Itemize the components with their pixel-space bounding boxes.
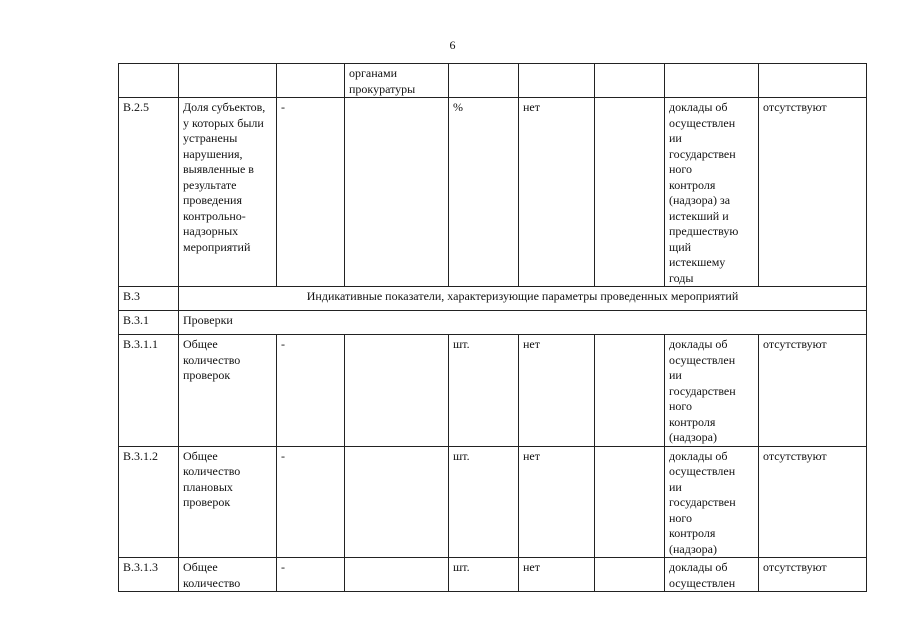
cell-col4 — [345, 446, 449, 558]
source-line: (надзора) — [669, 541, 717, 556]
table-row — [119, 558, 867, 592]
cell-dash: - — [277, 446, 345, 558]
cell-code: В.3.1 — [119, 311, 179, 335]
cell-name — [179, 64, 277, 98]
cell-code — [119, 64, 179, 98]
source-line: доклады об — [669, 100, 728, 114]
table-row — [119, 335, 867, 447]
source-line: (надзора) за — [669, 193, 731, 207]
cell-unit: шт. — [449, 558, 519, 592]
source-line: контроля — [669, 414, 716, 429]
cell-name: Общее количество проверок — [179, 335, 277, 447]
section-title: Индикативные показатели, характеризующие параметры проведенных мероприятий — [179, 287, 867, 311]
source-line: государствен — [669, 495, 736, 509]
source-line: осуществлен — [669, 115, 736, 130]
cell-dash: - — [277, 335, 345, 447]
table-row — [119, 98, 867, 287]
cell-source — [665, 446, 759, 558]
cell-col4: органами прокуратуры — [345, 64, 449, 98]
source-line: ии — [669, 368, 682, 382]
cell-code: В.2.5 — [119, 98, 179, 287]
source-line: доклады об — [669, 560, 728, 574]
cell-unit: % — [449, 98, 519, 287]
source-line: ного — [669, 510, 693, 525]
cell-col7 — [595, 98, 665, 287]
source-line: ного — [669, 399, 693, 413]
cell-note: отсутствуют — [759, 98, 867, 287]
source-line: государствен — [669, 146, 736, 161]
cell-col4 — [345, 335, 449, 447]
source-line: предшествую — [669, 224, 739, 238]
source-line: годы — [669, 270, 694, 285]
source-line: контроля — [669, 177, 716, 192]
cell-note: отсутствуют — [759, 558, 867, 592]
cell-unit: шт. — [449, 446, 519, 558]
cell-code: В.3.1.2 — [119, 446, 179, 558]
cell-source — [665, 335, 759, 447]
cell-code: В.3.1.3 — [119, 558, 179, 592]
page-number: 6 — [449, 38, 456, 52]
cell-col4 — [345, 558, 449, 592]
cell-note: отсутствуют — [759, 446, 867, 558]
cell-col7 — [595, 558, 665, 592]
cell-note: отсутствуют — [759, 335, 867, 447]
source-line: ного — [669, 162, 693, 176]
source-line: доклады об — [669, 337, 728, 351]
cell-unit — [449, 64, 519, 98]
cell-flag: нет — [519, 446, 595, 558]
cell-col7 — [595, 335, 665, 447]
cell-dash: - — [277, 558, 345, 592]
cell-col4 — [345, 98, 449, 287]
source-line: государствен — [669, 383, 736, 398]
cell-flag — [519, 64, 595, 98]
table-row — [119, 446, 867, 558]
cell-source — [665, 98, 759, 287]
cell-code: В.3.1.1 — [119, 335, 179, 447]
source-line: щий — [669, 239, 692, 254]
section-row — [119, 311, 867, 335]
cell-flag: нет — [519, 98, 595, 287]
source-line: ии — [669, 131, 682, 145]
cell-col7 — [595, 446, 665, 558]
cell-col7 — [595, 64, 665, 98]
cell-flag: нет — [519, 558, 595, 592]
cell-code: В.3 — [119, 287, 179, 311]
source-line: осуществлен — [669, 575, 736, 590]
cell-source — [665, 558, 759, 592]
source-line: осуществлен — [669, 464, 736, 478]
cell-name: Общее количество — [179, 558, 277, 592]
source-line: истекшему — [669, 255, 726, 269]
source-line: контроля — [669, 526, 716, 540]
source-line: ии — [669, 479, 682, 494]
cell-source — [665, 64, 759, 98]
source-line: (надзора) — [669, 430, 717, 444]
source-line: доклады об — [669, 448, 728, 463]
source-line: осуществлен — [669, 352, 736, 367]
cell-name: Доля субъектов, у которых были устранены нарушения, выявленные в результате проведения контрольно-надзорных мероприятий — [179, 98, 277, 287]
cell-flag: нет — [519, 335, 595, 447]
cell-note — [759, 64, 867, 98]
cell-col3 — [277, 64, 345, 98]
section-row — [119, 287, 867, 311]
indicators-table — [118, 63, 867, 592]
table-row — [119, 64, 867, 98]
cell-unit: шт. — [449, 335, 519, 447]
source-line: истекший и — [669, 208, 729, 223]
cell-name: Общее количество плановых проверок — [179, 446, 277, 558]
cell-dash: - — [277, 98, 345, 287]
section-title: Проверки — [179, 311, 867, 335]
